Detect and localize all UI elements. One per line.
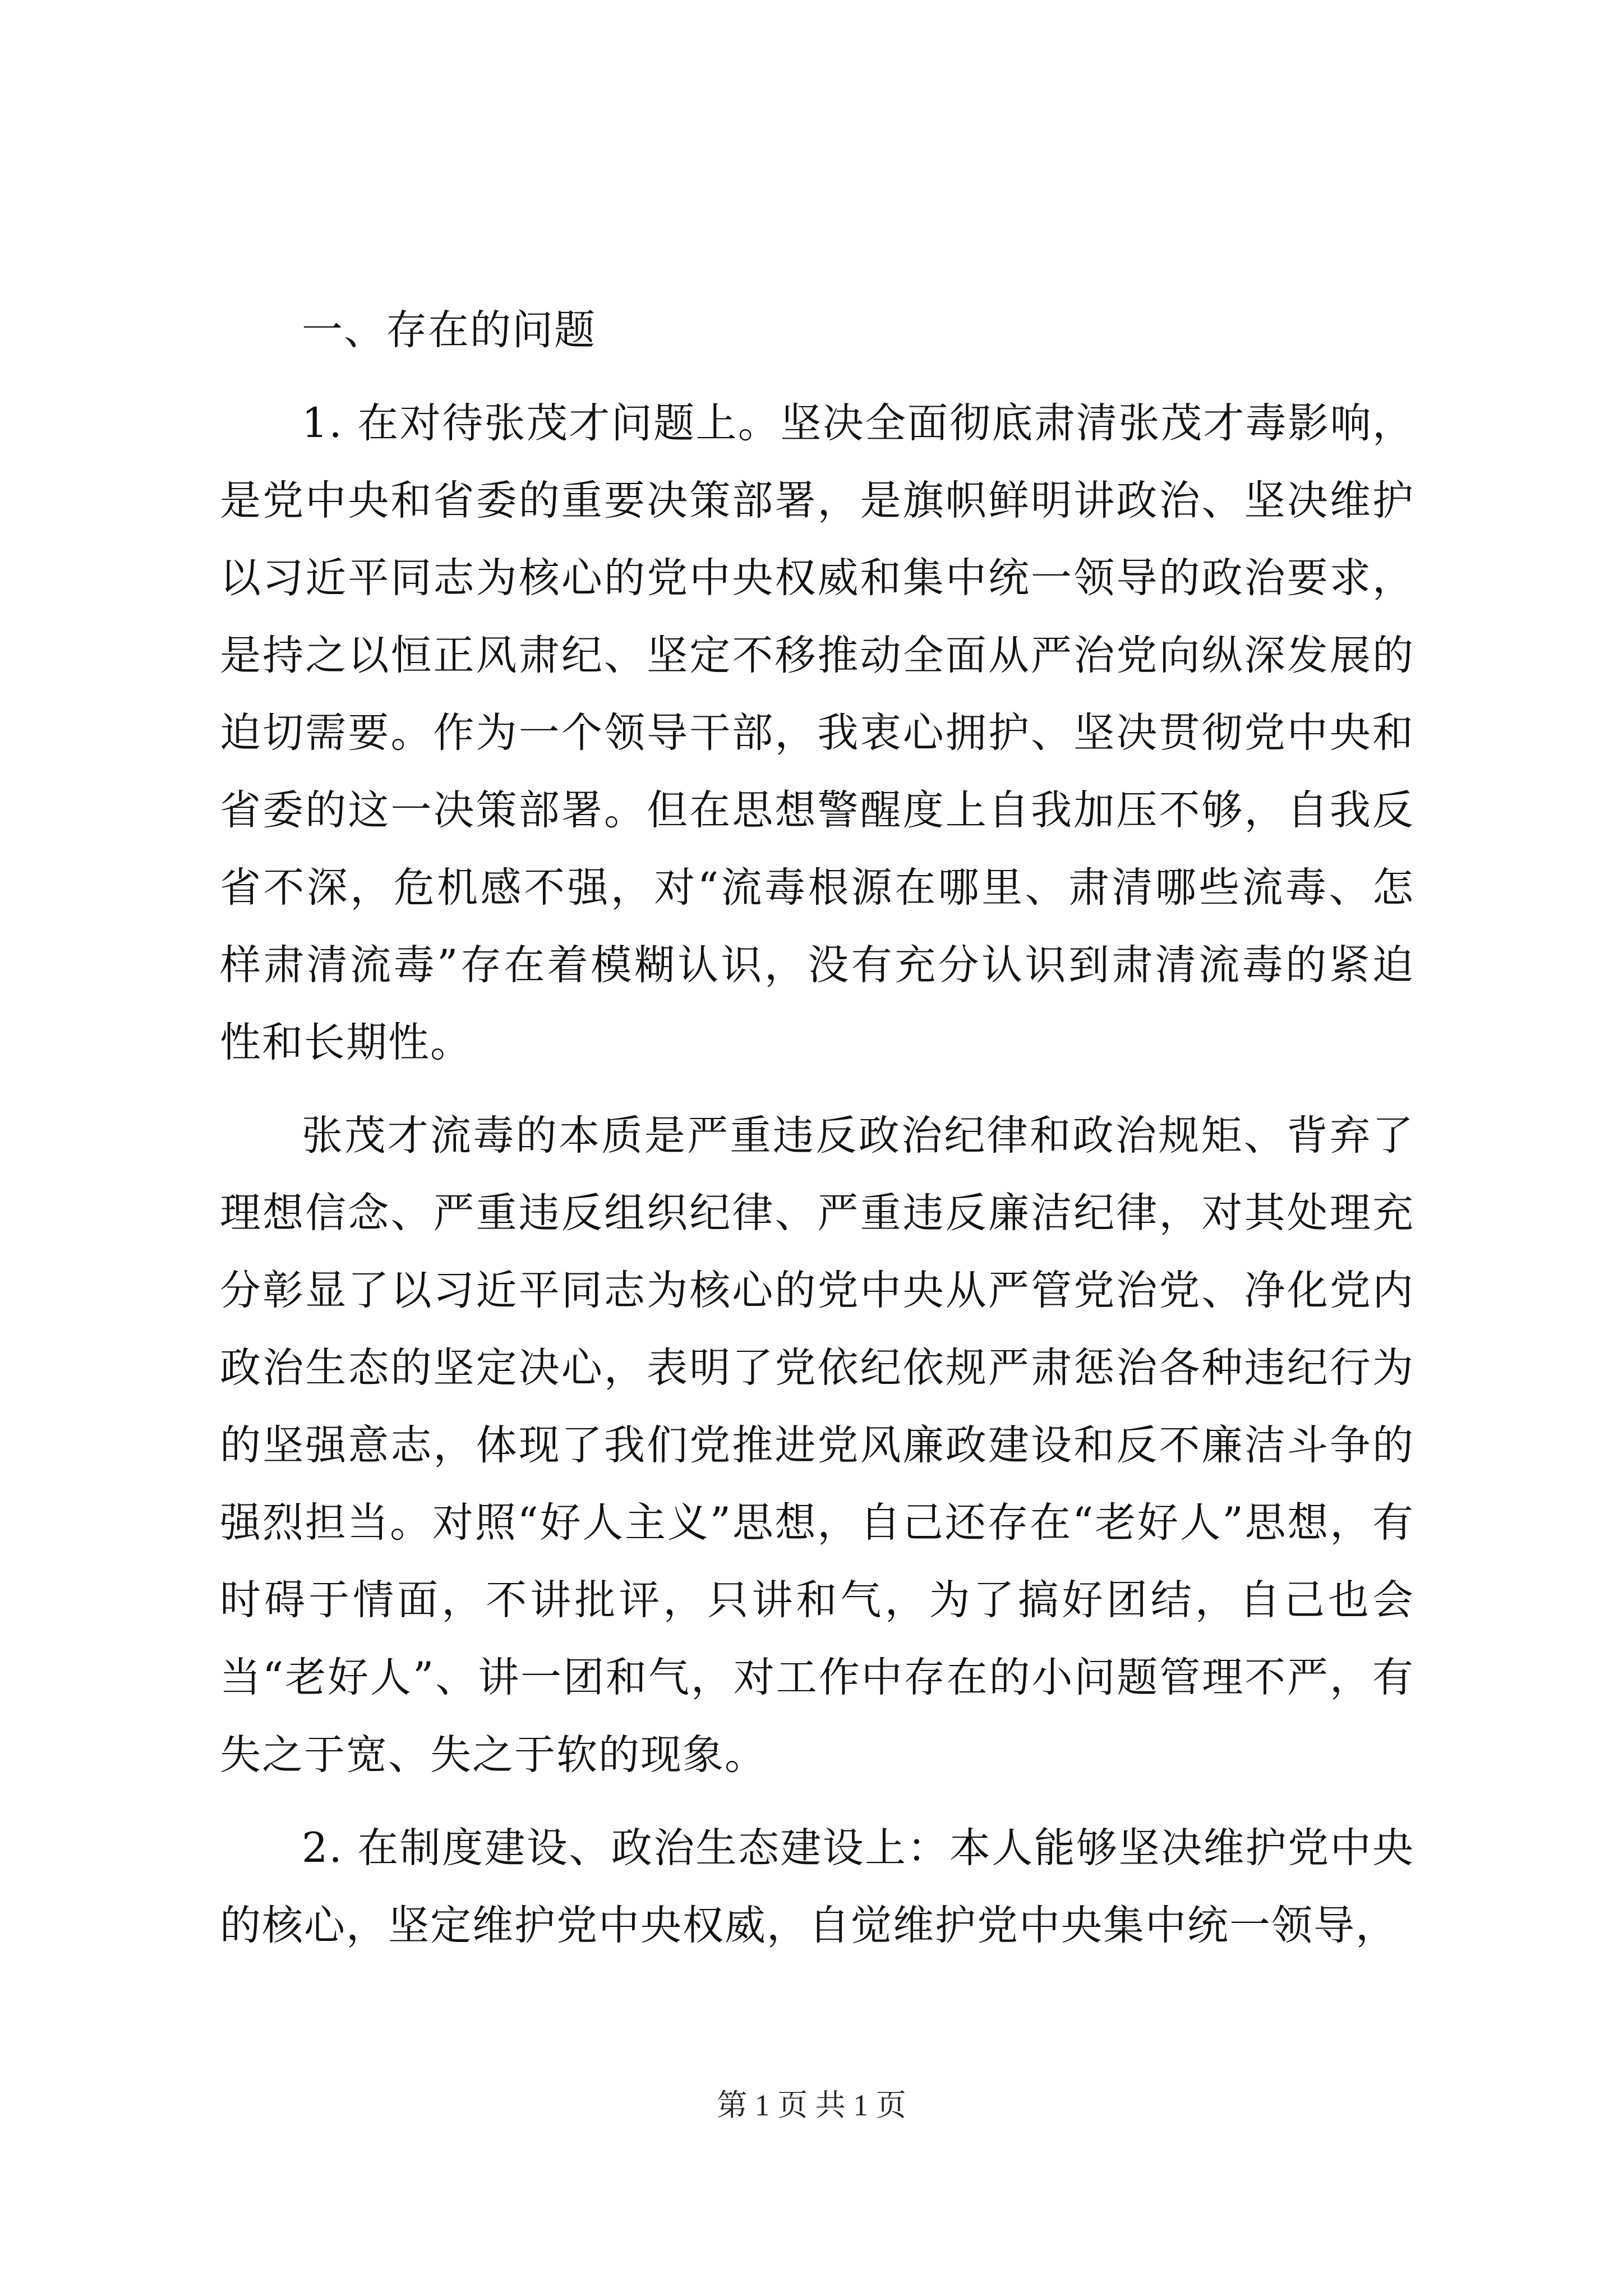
paragraph-2: 张茂才流毒的本质是严重违反政治纪律和政治规矩、背弃了理想信念、严重违反组织纪律、严重违反廉洁纪律，对其处理充分彰显了以习近平同志为核心的党中央从严管党治党、净化党内政治生态的坚定决心，表明了党依纪依规严肃惩治各种违纪行为的坚强意志，体现了我们党推进党风廉政建设和反不廉洁斗争的强烈担当。对照“好人主义”思想，自己还存在“老好人”思想，有时碍于情面，不讲批评，只讲和气，为了搞好团结，自己也会当“老好人”、讲一团和气，对工作中存在的小问题管理不严，有失之于宽、失之于软的现象。 [220, 1112, 1414, 1779]
paragraph-3: 2. 在制度建设、政治生态建设上：本人能够坚决维护党中央的核心，坚定维护党中央权威，自觉维护党中央集中统一领导， [220, 1824, 1414, 1949]
paragraph-1: 1. 在对待张茂才问题上。坚决全面彻底肃清张茂才毒影响，是党中央和省委的重要决策部署，是旗帜鲜明讲政治、坚决维护以习近平同志为核心的党中央权威和集中统一领导的政治要求，是持之以恒正风肃纪、坚定不移推动全面从严治党向纵深发展的迫切需要。作为一个领导干部，我衷心拥护、坚决贯彻党中央和省委的这一决策部署。但在思想警醒度上自我加压不够，自我反省不深，危机感不强，对“流毒根源在哪里、肃清哪些流毒、怎样肃清流毒”存在着模糊认识，没有充分认识到肃清流毒的紧迫性和长期性。 [220, 399, 1414, 1066]
section-heading: 一、存在的问题 [302, 306, 596, 354]
document-body [220, 292, 1414, 1964]
page-footer: 第 1 页 共 1 页 [717, 2088, 906, 2122]
